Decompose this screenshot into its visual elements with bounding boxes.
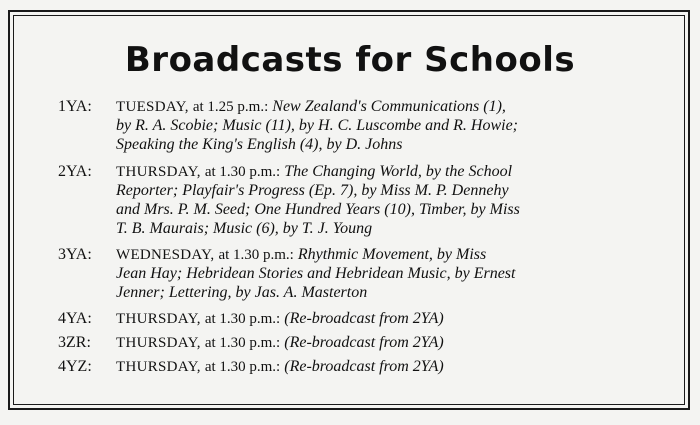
program-text: (Re-broadcast from 2YA) (284, 310, 444, 327)
station-label: 1YA: (58, 98, 92, 115)
station-label: 3YA: (58, 246, 92, 263)
program-text: T. B. Maurais; Music (6), by T. J. Young (116, 220, 373, 237)
program-text: (Re-broadcast from 2YA) (284, 334, 444, 351)
program-text: The Changing World, by the School (284, 163, 513, 180)
program-text: Reporter; Playfair's Progress (Ep. 7), by Miss M. P. Dennehy (116, 182, 509, 199)
time-label: at 1.30 p.m.: (218, 247, 294, 263)
schedule-line (116, 97, 506, 117)
time-label: at 1.30 p.m.: (204, 335, 281, 351)
program-text: Jean Hay; Hebridean Stories and Hebridean Music, by Ernest (116, 265, 516, 282)
schedule-line (116, 333, 444, 353)
program-text: Speaking the King's English (4), by D. Johns (116, 136, 403, 153)
station-label: 4YA: (58, 310, 92, 327)
day-label: THURSDAY, (116, 164, 201, 180)
program-text: Jenner; Lettering, by Jas. A. Masterton (116, 284, 368, 301)
schedule-line (116, 245, 486, 265)
day-label: THURSDAY, (116, 335, 201, 351)
program-text: and Mrs. P. M. Seed; One Hundred Years (10), Timber, by Miss (116, 201, 520, 218)
program-text: Rhythmic Movement, by Miss (297, 246, 487, 263)
schedule-line (116, 162, 512, 182)
station-label: 4YZ: (58, 358, 92, 375)
time-label: at 1.30 p.m.: (204, 359, 281, 375)
time-label: at 1.25 p.m.: (192, 99, 269, 115)
time-label: at 1.30 p.m.: (204, 164, 281, 180)
time-label: at 1.30 p.m.: (204, 311, 281, 327)
schedule-line (116, 309, 444, 329)
page-title: Broadcasts for Schools (124, 40, 576, 80)
program-text: (Re-broadcast from 2YA) (284, 358, 444, 375)
station-label: 2YA: (58, 163, 92, 180)
day-label: TUESDAY, (116, 99, 189, 115)
day-label: THURSDAY, (116, 359, 201, 375)
station-label: 3ZR: (58, 334, 91, 351)
program-text: New Zealand's Communications (1), (272, 98, 506, 115)
day-label: THURSDAY, (116, 311, 201, 327)
schedule-line (116, 357, 444, 377)
program-text: by R. A. Scobie; Music (11), by H. C. Luscombe and R. Howie; (116, 117, 518, 134)
day-label: WEDNESDAY, (116, 247, 215, 263)
